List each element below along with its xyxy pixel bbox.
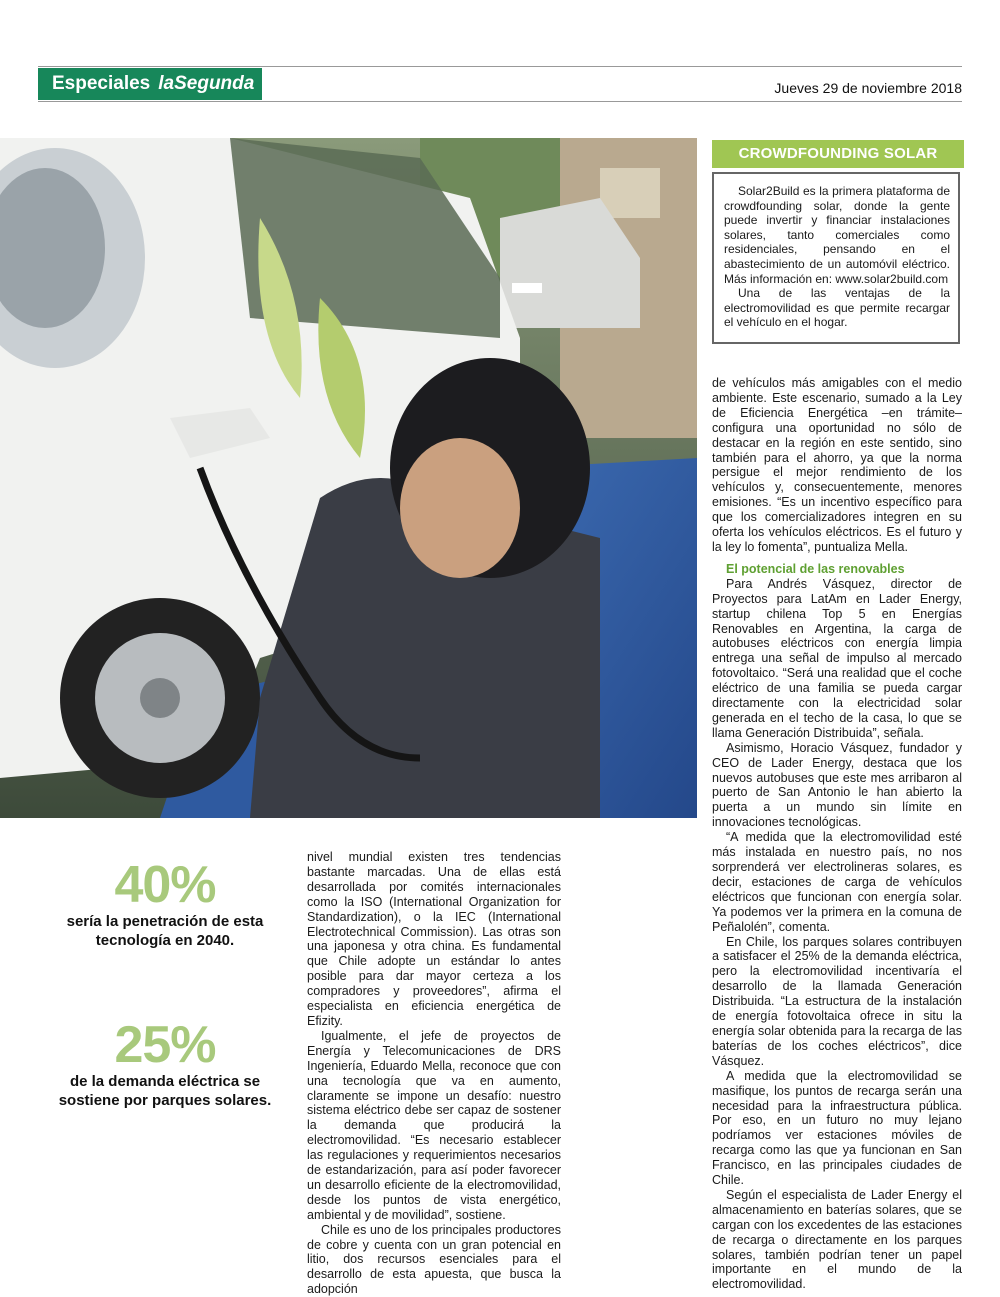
middle-column — [307, 850, 561, 1297]
issue-date: Jueves 29 de noviembre 2018 — [774, 80, 962, 96]
sidebar-title: CROWDFOUNDING SOLAR — [712, 140, 964, 168]
middle-paragraph: Chile es uno de los principales productores de cobre y cuenta con un gran potencial en litio, dos recursos esenciales para el desarrollo de esta apuesta, que busca la adopción — [307, 1222, 561, 1297]
right-paragraph: Para Andrés Vásquez, director de Proyectos para LatAm en Lader Energy, startup chilena Top 5 en Energías Renovables en Argentina, la carga de autobuses eléctricos con energía limpia entrega una señal de impulso al mercado fotovoltaico. “Será una realidad que el coche eléctrico de una familia se pueda cargar directamente con la electricidad solar generada en el techo de la casa, lo que se llama Generación Distribuida”, señala. — [712, 576, 962, 740]
publication-logo: laSegunda — [158, 73, 255, 94]
middle-paragraph: Igualmente, el jefe de proyectos de Energía y Telecomunicaciones de DRS Ingeniería, Eduardo Mella, reconoce que con una tecnología que va en aumento, claramente se impone un desafío: nuestro sistema eléctrico debe ser capaz de sostener la demanda que producirá la electromovilidad. “Es necesario establecer las regulaciones y requerimientos necesarios de estandarización, para así poder favorecer un desarrollo eficiente de la electromovilidad, desde los puntos de vista energético, ambiental y de movilidad”, sostiene. — [307, 1028, 561, 1222]
stat-block — [40, 1018, 290, 1110]
right-paragraph: A medida que la electromovilidad se masifique, los puntos de recarga serán una necesidad para la infraestructura pública. Por eso, en un futuro no muy lejano podríamos ver estaciones móviles de recarga como las que ya funcionan en San Francisco, en las principales ciudades de Chile. — [712, 1068, 962, 1188]
stat-text: sería la penetración de esta tecnología en 2040. — [66, 913, 264, 949]
header-bottom-rule — [38, 101, 962, 102]
header-top-rule — [38, 66, 962, 67]
right-column — [712, 376, 962, 1292]
stat-value: 25% — [114, 1016, 216, 1074]
sidebar-paragraph: Una de las ventajas de la electromovilidad es que permite recargar el vehículo en el hogar. — [724, 286, 950, 330]
middle-paragraph: nivel mundial existen tres tendencias bastante marcadas. Una de ellas está desarrollada por comités internacionales como la ISO (International Organization for Standardization), o la IEC (International Electrotechnical Commission). Las otras son una japonesa y otra china. Es fundamental que Chile adopte un estándar lo antes posible para dar mayor certeza a los compradores y proveedores”, afirma el especialista en eficiencia energética de Efizity. — [307, 850, 561, 1028]
right-intro-paragraph: de vehículos más amigables con el medio ambiente. Este escenario, sumado a la Ley de Eficiencia Energética –en trámite– configura una oportunidad no sólo de destacar en la región en este sentido, sino también para el ahorro, ya que la norma persigue el mejor rendimiento de los vehículos y, consecuentemente, menores emisiones. “Es un incentivo específico para que los comercializadores integren en su oferta los vehículos eléctricos. Es el futuro y la ley lo fomenta”, puntualiza Mella. — [712, 376, 962, 554]
sidebar-box — [712, 172, 960, 344]
subheading: El potencial de las renovables — [726, 561, 905, 576]
sidebar-paragraph: Solar2Build es la primera plataforma de crowdfounding solar, donde la gente puede invertir y financiar instalaciones solares, tanto comerciales como residenciales, pensando en el abastecimiento de un automóvil eléctrico. Más información en: www.solar2build.com — [724, 184, 950, 286]
right-paragraph: En Chile, los parques solares contribuyen a satisfacer el 25% de la demanda eléctrica, pero la electromovilidad incentivaría el desarrollo de la llamada Generación Distribuida. “La estructura de la instalación de energía fotovoltaica ofrece in situ la energía solar obtenida para la recarga de las baterías de los coches eléctricos”, dice Vásquez. — [712, 934, 962, 1068]
photo-illustration — [0, 138, 697, 818]
stat-value: 40% — [114, 856, 216, 914]
section-brand-banner — [38, 68, 262, 100]
stat-text: de la demanda eléctrica se sostiene por parques solares. — [58, 1073, 272, 1109]
right-paragraph: Según el especialista de Lader Energy el almacenamiento en baterías solares, que se cargan con los excedentes de las estaciones de recarga o directamente en los parques solares, también podrían tener un papel importante en el mundo de la electromovilidad. — [712, 1187, 962, 1292]
section-label: Especiales — [52, 73, 151, 94]
article-photo — [0, 138, 697, 818]
stat-block — [40, 858, 290, 950]
right-paragraph: Asimismo, Horacio Vásquez, fundador y CEO de Lader Energy, destaca que los nuevos autobuses que este mes arribaron al puerto de San Antonio le han abierto la puerta a un mundo sin límite en innovaciones tecnológicas. — [712, 740, 962, 830]
right-paragraph: “A medida que la electromovilidad esté más instalada en nuestro país, no nos sorprenderá ver electrolineras solares, es decir, estaciones de carga de vehículos eléctricos que funcionan con energía solar. Ya podemos ver la primera en la comuna de Peñalolén”, comenta. — [712, 830, 962, 934]
